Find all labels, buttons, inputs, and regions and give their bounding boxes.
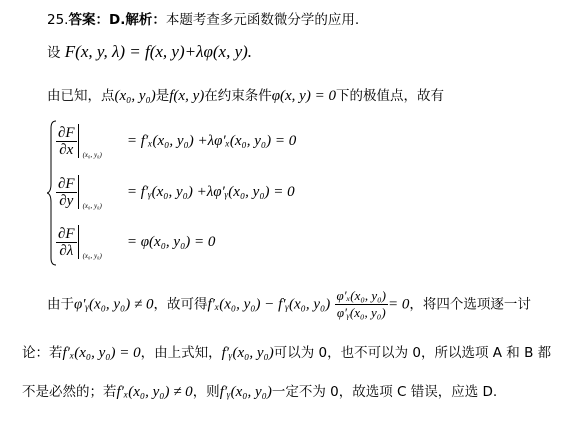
partial-fraction-lambda: $\frac{\partial F}{\partial\lambda}$ <box>58 225 75 259</box>
definition-line <box>47 43 252 62</box>
answer-label: 答案：D. <box>68 12 126 28</box>
condition-text-2: 是 <box>155 88 170 104</box>
fy-value-2: f′ᵧ(x₀, y₀) <box>219 384 272 400</box>
derived-expression: f′ₓ(x₀, y₀) − f′ᵧ(x₀, y₀) <box>207 296 331 313</box>
discussion-text-1: 论：若 <box>22 345 63 361</box>
fy-value: f′ᵧ(x₀, y₀) <box>221 345 274 361</box>
equation-rhs-2: = f′ᵧ(x₀, y₀) +λφ′ᵧ(x₀, y₀) = 0 <box>126 183 295 200</box>
discussion-text-5: ，则 <box>192 384 220 400</box>
derivation-text-3: ，将四个选项逐一讨 <box>409 296 531 313</box>
analysis-intro: 本题考查多元函数微分学的应用. <box>165 12 360 28</box>
condition-text-1: 由已知，点 <box>47 88 115 104</box>
lagrange-function: F(x, y, λ) = f(x, y)+λφ(x, y). <box>64 42 253 61</box>
question-number: 25. <box>47 12 69 28</box>
discussion-line-2 <box>22 383 497 401</box>
analysis-label: 解析： <box>125 12 166 28</box>
derivation-line <box>47 288 531 321</box>
discussion-text-4: 不是必然的；若 <box>22 384 117 400</box>
evaluation-bar: (x₀, y₀) <box>78 225 83 259</box>
derivation-text-2: ，故可得 <box>153 296 208 313</box>
condition-line <box>47 87 444 105</box>
system-equation-3 <box>56 225 215 259</box>
partial-fraction-y: $\frac{\partial F}{\partial y}$ <box>58 175 75 209</box>
equation-rhs-3: = φ(x₀, y₀) = 0 <box>126 233 216 250</box>
function-f: f(x, y) <box>169 88 205 104</box>
fx-nonzero: f′ₓ(x₀, y₀) ≠ 0 <box>116 384 193 400</box>
definition-prefix: 设 <box>47 45 61 61</box>
discussion-line-1 <box>22 344 551 362</box>
system-equation-1 <box>56 124 296 158</box>
fx-equals-zero: f′ₓ(x₀, y₀) = 0 <box>62 345 141 361</box>
conclusion-text: 一定不为 0，故选项 C 错误，应选 D. <box>271 384 498 400</box>
constraint-equation: φ(x, y) = 0 <box>271 88 336 104</box>
partial-fraction-x: $\frac{\partial F}{\partial x}$ <box>58 124 75 158</box>
discussion-text-3: 可以为 0，也不可以为 0，所以选项 A 和 B 都 <box>273 345 552 361</box>
equals-zero: = 0 <box>388 296 410 313</box>
system-equation-2 <box>56 175 295 209</box>
condition-text-3: 在约束条件 <box>204 88 272 104</box>
evaluation-bar: (x₀, y₀) <box>78 124 83 158</box>
derivation-text-1: 由于 <box>47 296 74 313</box>
evaluation-bar: (x₀, y₀) <box>78 175 83 209</box>
phi-ratio-fraction: $\frac{\text{φ′ₓ(x₀, y₀)}}{\text{φ′ᵧ(x₀, y₀)}}$ <box>336 288 386 320</box>
point-x0-y0: (x₀, y₀) <box>114 88 156 104</box>
condition-text-4: 下的极值点，故有 <box>335 88 444 104</box>
phi-y-nonzero: φ′ᵧ(x₀, y₀) ≠ 0 <box>74 296 154 313</box>
equation-rhs-1: = f′ₓ(x₀, y₀) +λφ′ₓ(x₀, y₀) = 0 <box>126 132 297 149</box>
discussion-text-2: ，由上式知， <box>140 345 222 361</box>
answer-heading <box>47 11 359 29</box>
